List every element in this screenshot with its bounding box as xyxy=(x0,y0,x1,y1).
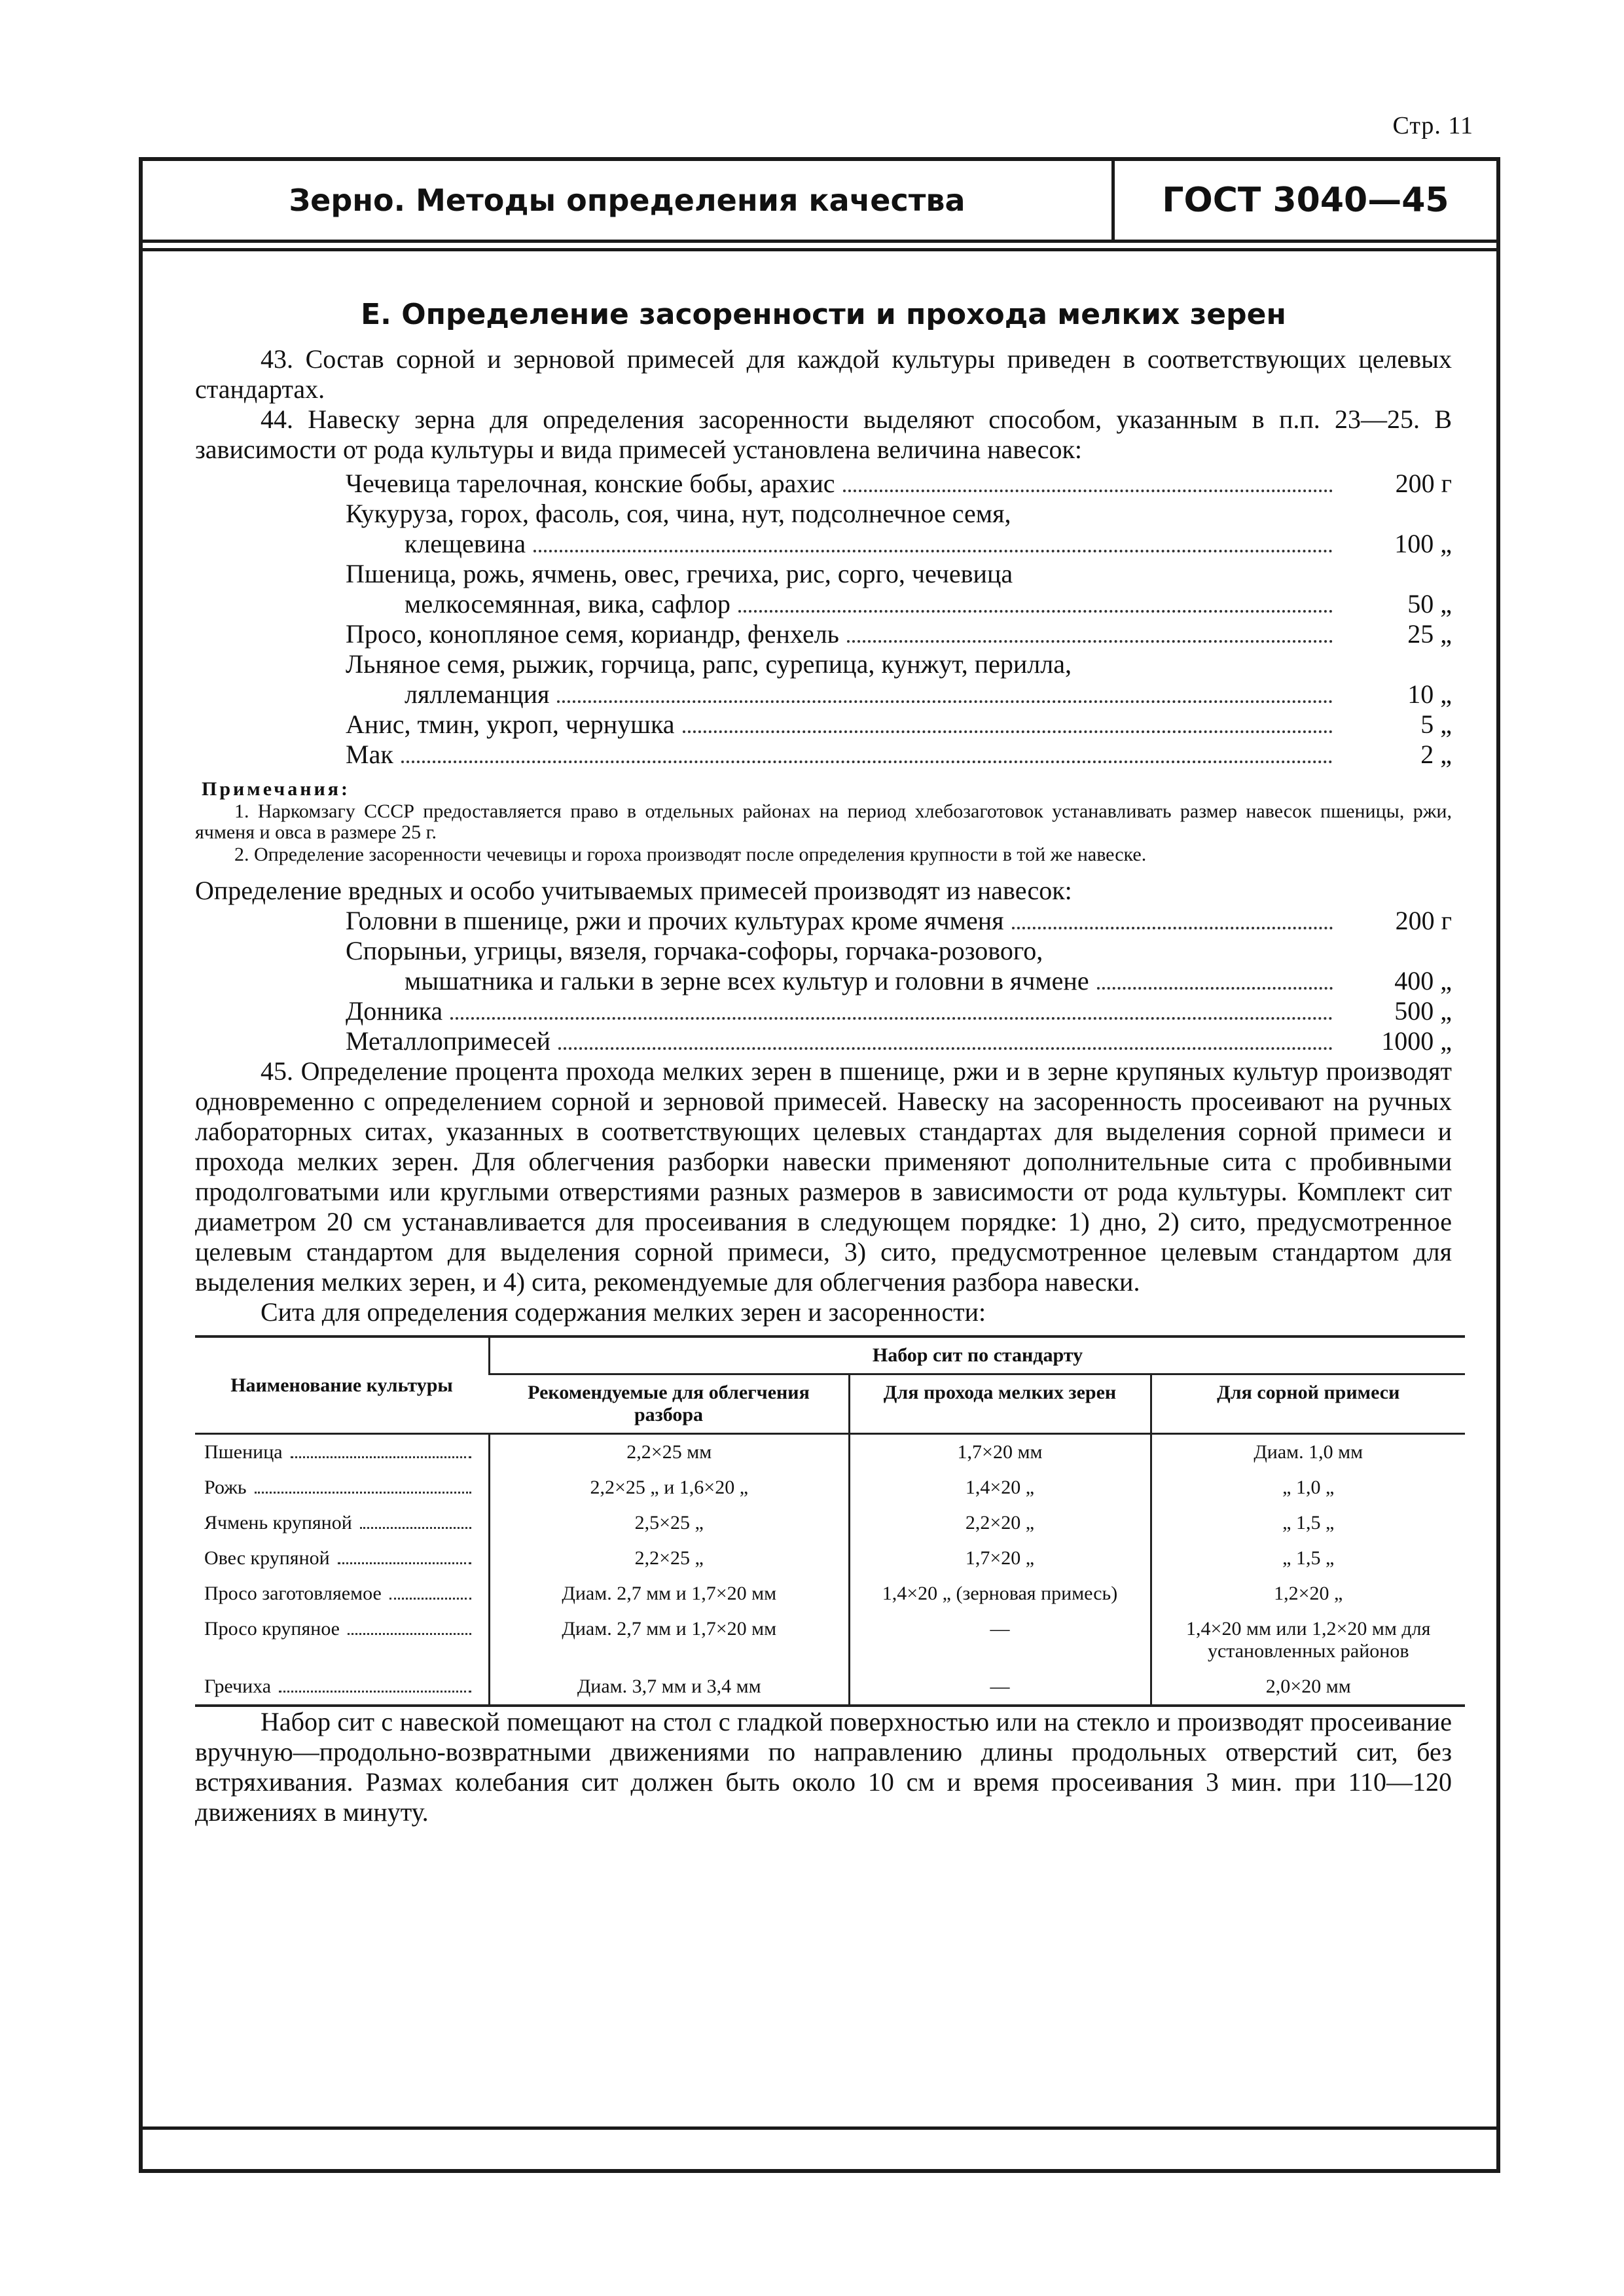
harmful-item xyxy=(346,1026,1452,1056)
notes-heading: Примечания: xyxy=(202,778,351,800)
cell-recommended: Диам. 2,7 мм и 1,7×20 мм xyxy=(490,1576,850,1611)
culture-name: Просо заготовляемое xyxy=(204,1583,382,1604)
cell-recommended: Диам. 3,7 мм и 3,4 мм xyxy=(490,1669,850,1706)
harmful-item-value: 200 г xyxy=(1395,906,1452,935)
col-header-small-grains: Для прохода мелких зерен xyxy=(849,1374,1151,1434)
culture-name: Рожь xyxy=(204,1477,247,1498)
dot-leader xyxy=(1097,987,1333,990)
harmful-item-value: 1000 „ xyxy=(1381,1026,1452,1056)
document-body xyxy=(143,251,1496,1827)
cell-culture xyxy=(195,1611,490,1669)
cell-culture xyxy=(195,1576,490,1611)
harmful-item xyxy=(346,906,1452,936)
weight-item xyxy=(346,740,1452,770)
table-title: Сита для определения содержания мелких зерен и засоренности: xyxy=(261,1297,986,1327)
cell-culture xyxy=(195,1434,490,1471)
sieve-table-wrap xyxy=(195,1335,1452,1707)
harmful-item-label: Донника xyxy=(346,996,443,1026)
table-row xyxy=(195,1669,1465,1706)
weight-item-label-cont: ляллеманция xyxy=(405,679,550,709)
weight-item xyxy=(346,649,1452,709)
weight-item-label: Анис, тмин, укроп, чернушка xyxy=(346,709,675,739)
sample-weight-list xyxy=(346,469,1452,770)
table-row xyxy=(195,1541,1465,1576)
col-header-culture: Наименование культуры xyxy=(195,1336,490,1434)
cell-recommended: 2,2×25 „ xyxy=(490,1541,850,1576)
dot-leader xyxy=(847,640,1333,643)
culture-name: Пшеница xyxy=(204,1441,283,1463)
page-frame xyxy=(139,157,1500,2173)
note-1: 1. Наркомзагу СССР предоставляется право в отдельных районах на период хлебозаготовок устанавливать размер навесок пшеницы, ржи, ячменя и овса в размере 25 г. xyxy=(195,800,1452,843)
page-header xyxy=(143,161,1496,243)
weight-item xyxy=(346,559,1452,619)
col-group-header: Набор сит по стандарту xyxy=(490,1336,1466,1374)
paragraph-43: 43. Состав сорной и зерновой примесей для каждой культуры приведен в соответствующих целевых стандартах. xyxy=(195,344,1452,404)
sieve-table xyxy=(195,1335,1465,1707)
table-row xyxy=(195,1470,1465,1505)
cell-weed: 1,4×20 мм или 1,2×20 мм для установленных районов xyxy=(1151,1611,1465,1669)
notes xyxy=(195,779,1452,865)
culture-name: Ячмень крупяной xyxy=(204,1512,352,1534)
header-title: Зерно. Методы определения качества xyxy=(143,161,1115,240)
dot-leader xyxy=(450,1017,1333,1020)
weight-item-label: Льняное семя, рыжик, горчица, рапс, сурепица, кунжут, перилла, xyxy=(346,649,1072,679)
cell-culture xyxy=(195,1541,490,1576)
cell-weed: 1,2×20 „ xyxy=(1151,1576,1465,1611)
harmful-intro: Определение вредных и особо учитываемых примесей производят из навесок: xyxy=(195,876,1072,905)
cell-recommended: Диам. 2,7 мм и 1,7×20 мм xyxy=(490,1611,850,1669)
weight-item-label: Кукуруза, горох, фасоль, соя, чина, нут, подсолнечное семя, xyxy=(346,499,1011,528)
harmful-item xyxy=(346,936,1452,996)
weight-item xyxy=(346,499,1452,559)
dot-leader xyxy=(401,761,1333,763)
cell-small-grains: 1,4×20 „ (зерновая примесь) xyxy=(849,1576,1151,1611)
col-header-recommended: Рекомендуемые для облегчения разбора xyxy=(490,1374,850,1434)
cell-small-grains: — xyxy=(849,1611,1151,1669)
dot-leader xyxy=(348,1618,471,1635)
dot-leader xyxy=(683,730,1333,733)
weight-item-label: Чечевица тарелочная, конские бобы, арахис xyxy=(346,469,835,498)
weight-item-value: 2 „ xyxy=(1420,740,1452,769)
cell-weed: „ 1,0 „ xyxy=(1151,1470,1465,1505)
cell-recommended: 2,5×25 „ xyxy=(490,1505,850,1541)
harmful-item-label: Головни в пшенице, ржи и прочих культурах кроме ячменя xyxy=(346,906,1004,935)
dot-leader xyxy=(338,1547,471,1564)
harmful-item-label-cont: мышатника и гальки в зерне всех культур и головни в ячмене xyxy=(405,966,1089,996)
cell-weed: Диам. 1,0 мм xyxy=(1151,1434,1465,1471)
note-2: 2. Определение засоренности чечевицы и гороха производят после определения крупности в той же навеске. xyxy=(234,844,1147,865)
weight-item-label-cont: мелкосемянная, вика, сафлор xyxy=(405,589,731,619)
final-paragraph: Набор сит с навеской помещают на стол с гладкой поверхностью или на стекло и производят просеивание вручную—продольно-возвратными движениями по направлению длины продольных отверстий сит, без встряхивания. Размах колебания сит должен быть около 10 см и время просеивания 3 мин. при 110—120 движениях в минуту. xyxy=(195,1707,1452,1827)
dot-leader xyxy=(360,1512,471,1529)
bottom-rule xyxy=(143,2126,1496,2130)
dot-leader xyxy=(255,1477,471,1494)
col-header-weed: Для сорной примеси xyxy=(1151,1374,1465,1434)
dot-leader xyxy=(291,1441,471,1458)
cell-small-grains: 1,7×20 „ xyxy=(849,1541,1151,1576)
dot-leader xyxy=(557,700,1333,703)
culture-name: Просо крупяное xyxy=(204,1618,340,1640)
dot-leader xyxy=(279,1676,471,1693)
dot-leader xyxy=(843,490,1333,492)
cell-recommended: 2,2×25 мм xyxy=(490,1434,850,1471)
cell-weed: „ 1,5 „ xyxy=(1151,1505,1465,1541)
section-title: Е. Определение засоренности и прохода мелких зерен xyxy=(361,298,1286,331)
table-row xyxy=(195,1434,1465,1471)
harmful-weight-list xyxy=(346,906,1452,1056)
harmful-item xyxy=(346,996,1452,1026)
weight-item-value: 100 „ xyxy=(1394,529,1452,558)
cell-small-grains: 2,2×20 „ xyxy=(849,1505,1151,1541)
cell-culture xyxy=(195,1505,490,1541)
cell-weed: „ 1,5 „ xyxy=(1151,1541,1465,1576)
dot-leader xyxy=(558,1047,1333,1050)
table-row xyxy=(195,1611,1465,1669)
weight-item-value: 200 г xyxy=(1395,469,1452,498)
dot-leader xyxy=(1012,927,1333,929)
harmful-item-value: 500 „ xyxy=(1394,996,1452,1026)
table-row xyxy=(195,1505,1465,1541)
weight-item xyxy=(346,709,1452,740)
weight-item-label-cont: клещевина xyxy=(405,529,526,558)
cell-small-grains: — xyxy=(849,1669,1151,1706)
cell-small-grains: 1,7×20 мм xyxy=(849,1434,1151,1471)
cell-culture xyxy=(195,1669,490,1706)
paragraph-44: 44. Навеску зерна для определения засоренности выделяют способом, указанным в п.п. 23—25. В зависимости от рода культуры и вида примесей установлена величина навесок: xyxy=(195,404,1452,464)
page-number: Стр. 11 xyxy=(1392,112,1473,139)
weight-item xyxy=(346,619,1452,649)
harmful-item-label: Спорыньи, угрицы, вязеля, горчака-софоры, горчака-розового, xyxy=(346,936,1043,965)
dot-leader xyxy=(389,1583,471,1600)
header-standard-number: ГОСТ 3040—45 xyxy=(1162,181,1449,220)
table-row xyxy=(195,1576,1465,1611)
weight-item-value: 10 „ xyxy=(1407,679,1452,709)
cell-weed: 2,0×20 мм xyxy=(1151,1669,1465,1706)
dot-leader xyxy=(738,610,1333,613)
weight-item xyxy=(346,469,1452,499)
paragraph-45: 45. Определение процента прохода мелких зерен в пшенице, ржи и в зерне крупяных культур производят одновременно с определением сорной и зерновой примесей. Навеску на засоренность просеивают на ручных лабораторных ситах, указанных в соответствующих целевых стандартах для выделения сорной примеси и прохода мелких зерен. Для облегчения разборки навески применяют дополнительные сита с пробивными продолговатыми или круглыми отверстиями разных размеров в зависимости от рода культуры. Комплект сит диаметром 20 см устанавливается для просеивания в следующем порядке: 1) дно, 2) сито, предусмотренное целевым стандартом для выделения сорной примеси, 3) сито, предусмотренное целевым стандартом для выделения мелких зерен, и 4) сита, рекомендуемые для облегчения разбора навески. xyxy=(195,1056,1452,1297)
cell-recommended: 2,2×25 „ и 1,6×20 „ xyxy=(490,1470,850,1505)
dot-leader xyxy=(533,550,1333,552)
cell-small-grains: 1,4×20 „ xyxy=(849,1470,1151,1505)
weight-item-value: 5 „ xyxy=(1420,709,1452,739)
cell-culture xyxy=(195,1470,490,1505)
harmful-item-label: Металлопримесей xyxy=(346,1026,551,1056)
harmful-item-value: 400 „ xyxy=(1394,966,1452,996)
weight-item-label: Мак xyxy=(346,740,393,769)
weight-item-value: 25 „ xyxy=(1407,619,1452,649)
culture-name: Гречиха xyxy=(204,1676,272,1697)
weight-item-label: Просо, конопляное семя, кориандр, фенхель xyxy=(346,619,839,649)
weight-item-value: 50 „ xyxy=(1407,589,1452,619)
weight-item-label: Пшеница, рожь, ячмень, овес, гречиха, рис, сорго, чечевица xyxy=(346,559,1013,588)
culture-name: Овес крупяной xyxy=(204,1547,330,1569)
